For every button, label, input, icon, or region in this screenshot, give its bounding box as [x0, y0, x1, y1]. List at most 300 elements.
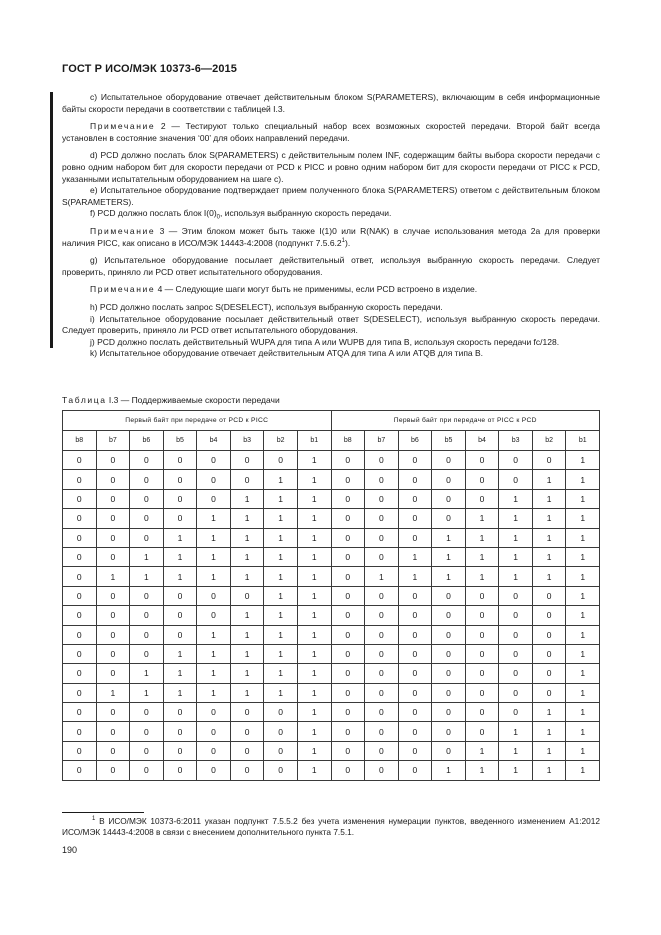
table-cell: 0	[365, 683, 399, 702]
table-cell: 1	[398, 547, 432, 566]
table-cell: 0	[499, 586, 533, 605]
table-cell: 0	[331, 509, 365, 528]
table-cell: 0	[499, 470, 533, 489]
note-2	[62, 121, 600, 144]
table-cell: 0	[63, 547, 97, 566]
note-4	[62, 284, 600, 296]
table-row	[63, 547, 600, 566]
table-cell: 0	[96, 509, 130, 528]
table-cell: 0	[398, 683, 432, 702]
table-cell: 1	[297, 586, 331, 605]
table-cell: 1	[230, 509, 264, 528]
table-cell: 1	[465, 528, 499, 547]
table-cell: 0	[532, 586, 566, 605]
paragraph-c: c) Испытательное оборудование отвечает действительным блоком S(PARAMETERS), включающим в себя информационные байты скорости передачи в соответствии с таблицей I.3.	[62, 92, 600, 114]
table-cell: 0	[130, 509, 164, 528]
table-cell: 0	[163, 586, 197, 605]
table-cell: 0	[96, 625, 130, 644]
table-cell: 0	[63, 606, 97, 625]
table-cell: 1	[163, 683, 197, 702]
bit-header: b2	[264, 431, 298, 451]
table-row	[63, 741, 600, 760]
table-cell: 1	[297, 606, 331, 625]
table-row	[63, 606, 600, 625]
paragraph-e: e) Испытательное оборудование подтверждает прием полученного блока S(PARAMETERS) ответом с действительным блоком S(PARAMETERS).	[62, 185, 600, 207]
table-cell: 0	[163, 761, 197, 780]
table-cell: 0	[331, 547, 365, 566]
table-cell: 0	[197, 489, 231, 508]
table-cell: 1	[465, 741, 499, 760]
table-cell: 0	[130, 451, 164, 470]
paragraph-f-text-end: , используя выбранную скорость передачи.	[220, 208, 392, 219]
table-cell: 0	[532, 606, 566, 625]
table-cell: 1	[297, 470, 331, 489]
table-row	[63, 528, 600, 547]
table-cell: 0	[499, 451, 533, 470]
table-cell: 0	[365, 703, 399, 722]
note-3-text: 3 — Этим блоком может быть также I(1)0 или R(NAK) в случае использования метода 2a для проверки наличия PICC, как описано в ИСО/МЭК 14443-4:2008 (подпункт 7.5.6.2	[62, 225, 600, 248]
table-cell: 1	[264, 528, 298, 547]
table-cell: 0	[499, 703, 533, 722]
table-cell: 0	[63, 683, 97, 702]
table-cell: 0	[96, 761, 130, 780]
table-cell: 0	[331, 528, 365, 547]
table-cell: 0	[331, 489, 365, 508]
table-cell: 0	[532, 625, 566, 644]
table-cell: 0	[532, 683, 566, 702]
table-cell: 1	[499, 528, 533, 547]
table-cell: 0	[432, 470, 466, 489]
table-cell: 1	[566, 703, 600, 722]
table-cell: 1	[566, 625, 600, 644]
table-cell: 0	[130, 722, 164, 741]
table-cell: 1	[297, 664, 331, 683]
table-cell: 0	[365, 509, 399, 528]
table-cell: 0	[432, 509, 466, 528]
table-cell: 1	[532, 470, 566, 489]
table-body	[63, 451, 600, 781]
table-cell: 1	[532, 528, 566, 547]
table-cell: 1	[163, 664, 197, 683]
table-cell: 1	[499, 761, 533, 780]
table-cell: 0	[365, 451, 399, 470]
table-cell: 0	[398, 761, 432, 780]
table-cell: 0	[130, 625, 164, 644]
table-cell: 0	[230, 722, 264, 741]
table-cell: 0	[432, 606, 466, 625]
table-cell: 1	[297, 741, 331, 760]
table-cell: 0	[264, 451, 298, 470]
table-cell: 0	[163, 470, 197, 489]
table-cell: 0	[331, 722, 365, 741]
table-cell: 0	[63, 489, 97, 508]
table-cell: 1	[566, 586, 600, 605]
table-cell: 1	[365, 567, 399, 586]
table-cell: 0	[130, 606, 164, 625]
table-cell: 1	[130, 547, 164, 566]
table-cell: 1	[163, 644, 197, 663]
table-row	[63, 470, 600, 489]
paragraph-j: j) PCD должно послать действительный WUPA для типа A или WUPB для типа B, используя скорость передачи fc/128.	[90, 336, 560, 347]
table-cell: 0	[331, 683, 365, 702]
table-cell: 0	[197, 606, 231, 625]
table-cell: 0	[230, 470, 264, 489]
table-cell: 0	[465, 586, 499, 605]
table-cell: 0	[499, 683, 533, 702]
table-cell: 1	[163, 528, 197, 547]
table-cell: 1	[197, 664, 231, 683]
table-cell: 0	[365, 528, 399, 547]
table-row	[63, 644, 600, 663]
table-cell: 0	[398, 664, 432, 683]
note-3-label: Примечание	[90, 225, 156, 236]
table-cell: 1	[130, 664, 164, 683]
paragraph-d: d) PCD должно послать блок S(PARAMETERS) с действительным полем INF, содержащим байты выбора скорости передачи с ровно одним набором бит для скорости передачи от PCD к PICC и ровно одним набором бит для скорости передачи от PICC к PCD, указанными испытательным оборудованием на шаге c).	[62, 150, 600, 184]
note-2-text: 2 — Тестируют только специальный набор всех возможных скоростей передачи. Второй байт всегда установлен в состояние значения ‘00’ для обоих направлений передачи.	[62, 121, 600, 143]
table-cell: 0	[398, 470, 432, 489]
paragraph-k: k) Испытательное оборудование отвечает действительным ATQA для типа A или ATQB для типа B.	[90, 348, 484, 359]
table-cell: 1	[566, 528, 600, 547]
table-cell: 0	[96, 547, 130, 566]
table-cell: 0	[130, 761, 164, 780]
table-bit-header-row	[63, 431, 600, 451]
note-4-label: Примечание	[90, 284, 156, 295]
table-cell: 0	[365, 586, 399, 605]
table-cell: 0	[398, 625, 432, 644]
table-cell: 0	[230, 451, 264, 470]
table-cell: 0	[398, 606, 432, 625]
table-cell: 1	[532, 509, 566, 528]
bit-header: b7	[96, 431, 130, 451]
table-cell: 0	[331, 586, 365, 605]
table-cell: 0	[365, 722, 399, 741]
table-cell: 1	[297, 567, 331, 586]
bit-header: b6	[130, 431, 164, 451]
bit-header: b4	[465, 431, 499, 451]
bit-header: b1	[566, 431, 600, 451]
table-cell: 1	[230, 664, 264, 683]
table-cell: 1	[532, 703, 566, 722]
table-cell: 1	[566, 664, 600, 683]
table-cell: 1	[197, 625, 231, 644]
table-row	[63, 451, 600, 470]
table-cell: 0	[264, 722, 298, 741]
table-cell: 0	[331, 625, 365, 644]
table-group-header-row	[63, 411, 600, 431]
table-cell: 0	[163, 722, 197, 741]
table-cell: 0	[331, 606, 365, 625]
paragraph-i: i) Испытательное оборудование посылает действительный ответ S(DESELECT), используя выбранную скорость передачи. Следует проверить, приняло ли PCD ответ испытательного оборудования.	[62, 313, 600, 336]
table-row	[63, 683, 600, 702]
table-row	[63, 761, 600, 780]
table-cell: 0	[331, 567, 365, 586]
footnote-separator	[62, 812, 144, 813]
table-cell: 1	[566, 567, 600, 586]
table-cell: 1	[566, 489, 600, 508]
bit-header: b3	[230, 431, 264, 451]
table-cell: 1	[264, 644, 298, 663]
footnote	[62, 816, 600, 839]
table-cell: 0	[197, 586, 231, 605]
table-cell: 1	[297, 509, 331, 528]
table-cell: 1	[532, 547, 566, 566]
table-cell: 0	[465, 644, 499, 663]
table-cell: 1	[264, 489, 298, 508]
table-cell: 0	[96, 451, 130, 470]
table-cell: 0	[63, 451, 97, 470]
table-cell: 1	[264, 625, 298, 644]
bit-header: b4	[197, 431, 231, 451]
paragraph-h: h) PCD должно послать запрос S(DESELECT), используя выбранную скорость передачи.	[90, 301, 443, 312]
table-cell: 0	[365, 547, 399, 566]
table-cell: 1	[566, 470, 600, 489]
table-cell: 0	[331, 761, 365, 780]
table-row	[63, 586, 600, 605]
table-cell: 0	[63, 509, 97, 528]
table-cell: 0	[365, 644, 399, 663]
table-cell: 0	[499, 625, 533, 644]
table-cell: 0	[163, 606, 197, 625]
table-cell: 1	[96, 567, 130, 586]
table-cell: 0	[499, 664, 533, 683]
table-cell: 0	[465, 489, 499, 508]
table-cell: 1	[197, 683, 231, 702]
table-cell: 1	[264, 509, 298, 528]
table-cell: 1	[432, 567, 466, 586]
table-cell: 0	[365, 606, 399, 625]
table-cell: 0	[63, 528, 97, 547]
note-3	[62, 226, 600, 249]
table-cell: 1	[264, 606, 298, 625]
table-cell: 1	[230, 547, 264, 566]
table-cell: 0	[499, 644, 533, 663]
table-row	[63, 703, 600, 722]
table-cell: 1	[230, 567, 264, 586]
note-4-text: 4 — Следующие шаги могут быть не применимы, если PCD встроено в изделие.	[155, 284, 478, 295]
table-cell: 0	[96, 489, 130, 508]
table-cell: 0	[197, 741, 231, 760]
table-caption	[62, 395, 280, 405]
table-cell: 0	[130, 741, 164, 760]
table-cell: 0	[130, 586, 164, 605]
table-cell: 0	[264, 741, 298, 760]
table-cell: 1	[197, 644, 231, 663]
table-cell: 1	[130, 567, 164, 586]
table-cell: 0	[163, 489, 197, 508]
table-cell: 1	[96, 683, 130, 702]
table-cell: 0	[96, 722, 130, 741]
table-cell: 0	[532, 664, 566, 683]
table-cell: 1	[566, 509, 600, 528]
table-cell: 0	[532, 644, 566, 663]
table-cell: 0	[432, 722, 466, 741]
table-cell: 1	[566, 761, 600, 780]
table-cell: 1	[532, 741, 566, 760]
table-cell: 1	[532, 489, 566, 508]
footnote-text: В ИСО/МЭК 10373-6:2011 указан подпункт 7.5.5.2 без учета изменения нумерации пунктов, введенного изменением A1:2012 ИСО/МЭК 14443-4:2008 в связи с внесением дополнительного пункта 7.5.1.	[62, 816, 600, 838]
table-cell: 0	[432, 703, 466, 722]
table-cell: 0	[398, 644, 432, 663]
table-cell: 0	[331, 451, 365, 470]
table-cell: 0	[96, 741, 130, 760]
bit-header: b8	[331, 431, 365, 451]
table-cell: 0	[465, 451, 499, 470]
table-cell: 0	[63, 567, 97, 586]
table-cell: 0	[230, 761, 264, 780]
table-cell: 1	[566, 451, 600, 470]
change-bar	[50, 92, 53, 348]
bit-header: b5	[432, 431, 466, 451]
note-2-label: Примечание	[90, 121, 156, 132]
table-cell: 1	[297, 722, 331, 741]
table-cell: 1	[432, 547, 466, 566]
table-cell: 1	[465, 509, 499, 528]
table-row	[63, 625, 600, 644]
table-cell: 1	[264, 664, 298, 683]
table-cell: 1	[230, 625, 264, 644]
table-cell: 0	[432, 586, 466, 605]
table-cell: 1	[566, 644, 600, 663]
table-cell: 0	[465, 722, 499, 741]
table-cell: 0	[398, 722, 432, 741]
bit-header: b2	[532, 431, 566, 451]
table-cell: 1	[130, 683, 164, 702]
bit-header: b6	[398, 431, 432, 451]
table-cell: 0	[365, 489, 399, 508]
table-cell: 0	[63, 625, 97, 644]
bit-header: b5	[163, 431, 197, 451]
table-cell: 1	[197, 509, 231, 528]
table-cell: 1	[566, 606, 600, 625]
table-cell: 1	[499, 489, 533, 508]
table-cell: 1	[197, 547, 231, 566]
table-caption-label: Таблица	[62, 395, 107, 405]
table-cell: 1	[264, 470, 298, 489]
table-cell: 0	[96, 528, 130, 547]
table-cell: 0	[331, 741, 365, 760]
table-cell: 0	[96, 470, 130, 489]
table-cell: 1	[532, 761, 566, 780]
table-cell: 0	[398, 451, 432, 470]
table-cell: 1	[465, 761, 499, 780]
table-cell: 1	[297, 683, 331, 702]
table-cell: 0	[230, 586, 264, 605]
table-cell: 0	[398, 741, 432, 760]
table-cell: 0	[398, 586, 432, 605]
table-cell: 0	[398, 489, 432, 508]
table-row	[63, 664, 600, 683]
table-cell: 1	[398, 567, 432, 586]
table-cell: 1	[163, 567, 197, 586]
bit-header: b7	[365, 431, 399, 451]
table-cell: 1	[297, 761, 331, 780]
paragraph-f-text: f) PCD должно послать блок I(0)	[90, 208, 217, 219]
table-cell: 0	[465, 664, 499, 683]
bit-header: b3	[499, 431, 533, 451]
table-row	[63, 489, 600, 508]
table-cell: 1	[297, 547, 331, 566]
table-cell: 0	[63, 703, 97, 722]
table-cell: 0	[130, 644, 164, 663]
table-cell: 0	[197, 761, 231, 780]
note-3-text-end: ).	[344, 237, 351, 248]
table-cell: 0	[63, 761, 97, 780]
body-text	[62, 92, 600, 360]
table-cell: 0	[130, 703, 164, 722]
table-cell: 0	[331, 664, 365, 683]
table-cell: 1	[264, 567, 298, 586]
table-cell: 0	[63, 644, 97, 663]
table-cell: 0	[96, 606, 130, 625]
table-cell: 1	[499, 741, 533, 760]
table-cell: 1	[297, 489, 331, 508]
table-cell: 1	[197, 528, 231, 547]
bit-header: b1	[297, 431, 331, 451]
table-cell: 1	[532, 567, 566, 586]
table-cell: 0	[432, 664, 466, 683]
table-cell: 1	[297, 451, 331, 470]
table-cell: 0	[264, 703, 298, 722]
table-cell: 0	[432, 683, 466, 702]
table-cell: 1	[566, 722, 600, 741]
table-cell: 0	[532, 451, 566, 470]
table-cell: 0	[163, 741, 197, 760]
table-cell: 0	[197, 470, 231, 489]
group-header-pcd-to-picc: Первый байт при передаче от PCD к PICC	[63, 411, 332, 431]
table-cell: 0	[130, 470, 164, 489]
table-cell: 0	[264, 761, 298, 780]
table-cell: 0	[96, 703, 130, 722]
table-cell: 0	[96, 586, 130, 605]
table-cell: 1	[566, 683, 600, 702]
table-cell: 0	[432, 625, 466, 644]
table-cell: 0	[96, 644, 130, 663]
table-cell: 1	[163, 547, 197, 566]
table-cell: 1	[264, 547, 298, 566]
table-row	[63, 509, 600, 528]
table-cell: 1	[465, 567, 499, 586]
group-header-picc-to-pcd: Первый байт при передаче от PICC к PCD	[331, 411, 600, 431]
paragraph-f-subscript: 0	[216, 215, 220, 222]
footnote-marker: 1	[92, 816, 96, 823]
document-header: ГОСТ Р ИСО/МЭК 10373-6—2015	[62, 63, 237, 75]
table-cell: 0	[465, 470, 499, 489]
table-cell: 0	[398, 703, 432, 722]
table-cell: 1	[499, 509, 533, 528]
table-cell: 1	[230, 644, 264, 663]
table-cell: 1	[297, 644, 331, 663]
table-cell: 0	[365, 761, 399, 780]
table-cell: 1	[499, 547, 533, 566]
table-cell: 0	[163, 509, 197, 528]
table-cell: 1	[499, 722, 533, 741]
table-cell: 0	[63, 586, 97, 605]
table-row	[63, 567, 600, 586]
table-cell: 1	[432, 528, 466, 547]
table-cell: 0	[63, 664, 97, 683]
table-cell: 1	[297, 703, 331, 722]
table-cell: 1	[230, 606, 264, 625]
table-cell: 0	[331, 703, 365, 722]
table-cell: 0	[163, 703, 197, 722]
table-cell: 1	[532, 722, 566, 741]
table-cell: 1	[230, 489, 264, 508]
table-cell: 0	[465, 703, 499, 722]
table-cell: 1	[566, 547, 600, 566]
table-cell: 0	[331, 470, 365, 489]
table-cell: 0	[63, 741, 97, 760]
table-cell: 0	[230, 741, 264, 760]
